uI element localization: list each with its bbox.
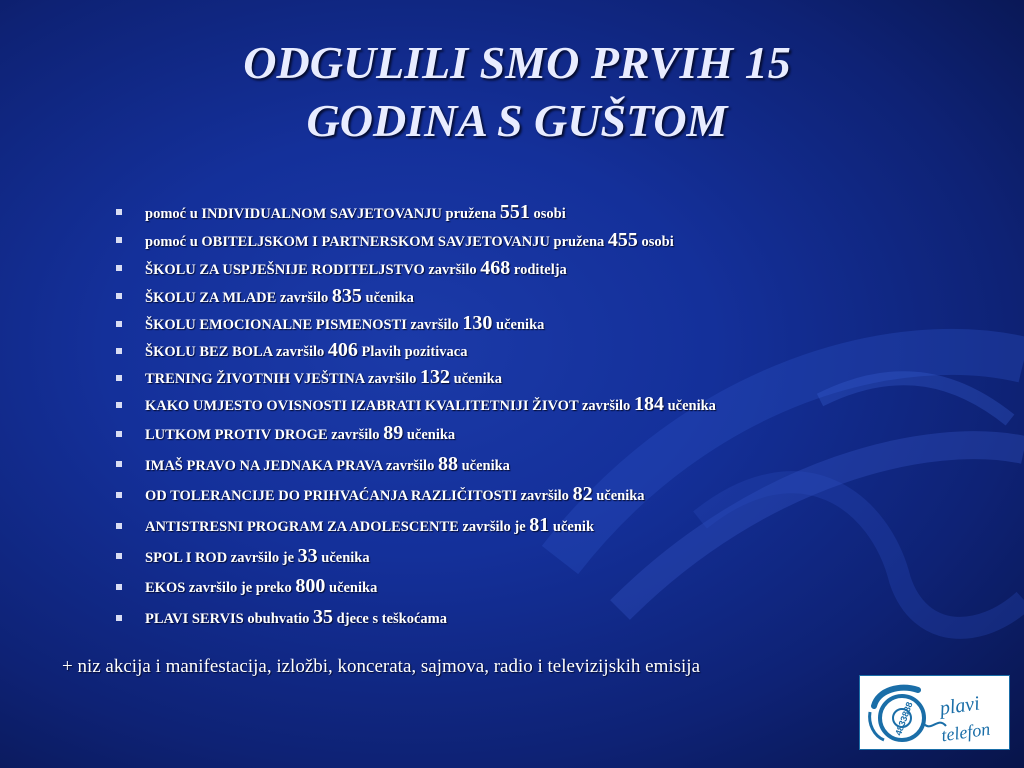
bullet-number: 81 (529, 514, 550, 536)
square-bullet-icon (116, 431, 122, 437)
bullet-number: 551 (499, 201, 530, 223)
bullet-item (116, 479, 936, 510)
bullet-text: PLAVI SERVIS obuhvatio (145, 611, 310, 627)
bullet-unit: učenika (406, 427, 456, 443)
bullet-item (116, 418, 936, 449)
bullet-unit: djece s teškoćama (336, 611, 448, 627)
bullet-number: 82 (572, 483, 593, 505)
square-bullet-icon (116, 553, 122, 559)
bullet-text: OD TOLERANCIJE DO PRIHVAĆANJA RAZLIČITOSTI završilo (145, 488, 569, 504)
square-bullet-icon (116, 321, 122, 327)
bullet-text: pomoć u INDIVIDUALNOM SAVJETOVANJU pružena (145, 206, 497, 222)
bullet-number: 35 (313, 606, 334, 628)
bullet-text: ANTISTRESNI PROGRAM ZA ADOLESCENTE završilo je (145, 519, 526, 535)
bullet-item (116, 541, 936, 571)
bullet-item (116, 602, 936, 633)
square-bullet-icon (116, 523, 122, 529)
bullet-item (116, 337, 936, 364)
bullet-number: 835 (331, 285, 362, 307)
bullet-text: TRENING ŽIVOTNIH VJEŠTINA završilo (145, 371, 417, 387)
bullet-number: 33 (297, 545, 318, 567)
plavi-telefon-logo (859, 675, 1010, 750)
bullet-item (116, 254, 936, 282)
bullet-number: 130 (462, 312, 493, 334)
bullet-text: LUTKOM PROTIV DROGE završilo (145, 427, 380, 443)
bullet-item (116, 510, 936, 541)
square-bullet-icon (116, 209, 122, 215)
logo-text-telefon: telefon (940, 718, 992, 746)
bullet-text: ŠKOLU BEZ BOLA završilo (145, 344, 325, 360)
bullet-unit: učenika (329, 580, 378, 596)
bullet-unit: učenika (461, 458, 510, 474)
square-bullet-icon (116, 402, 122, 408)
bullet-item (116, 282, 936, 310)
bullet-number: 468 (480, 257, 511, 279)
bullet-unit: učenika (596, 488, 645, 504)
slide-title (112, 34, 922, 150)
bullet-unit: učenika (496, 317, 545, 333)
bullet-number: 184 (633, 393, 664, 415)
bullet-item (116, 391, 936, 418)
bullet-text: ŠKOLU ZA USPJEŠNIJE RODITELJSTVO završilo (145, 262, 477, 278)
footer-note: + niz akcija i manifestacija, izložbi, koncerata, sajmova, radio i televizijskih emisija (62, 656, 701, 677)
bullet-number: 800 (295, 575, 326, 597)
bullet-text: pomoć u OBITELJSKOM I PARTNERSKOM SAVJETOVANJU pružena (145, 234, 605, 250)
bullet-item (116, 571, 936, 602)
square-bullet-icon (116, 492, 122, 498)
bullet-item (116, 226, 936, 254)
bullet-unit: učenik (552, 519, 595, 535)
bullet-unit: Plavih pozitivaca (361, 344, 468, 360)
title-line-2: GODINA S GUŠTOM (306, 95, 728, 146)
bullet-unit: učenika (365, 290, 414, 306)
bullet-item (116, 310, 936, 337)
square-bullet-icon (116, 293, 122, 299)
bullet-text: IMAŠ PRAVO NA JEDNAKA PRAVA završilo (145, 458, 435, 474)
bullet-unit: učenika (453, 371, 502, 387)
bullet-number: 406 (327, 339, 358, 361)
square-bullet-icon (116, 237, 122, 243)
bullet-unit: roditelja (513, 262, 567, 278)
bullet-item (116, 198, 936, 226)
bullet-text: KAKO UMJESTO OVISNOSTI IZABRATI KVALITETNIJI ŽIVOT završilo (145, 398, 631, 414)
bullet-number: 455 (607, 229, 638, 251)
bullet-text: EKOS završilo je preko (145, 580, 292, 596)
square-bullet-icon (116, 348, 122, 354)
bullet-unit: učenika (321, 550, 370, 566)
bullet-unit: osobi (533, 206, 566, 222)
square-bullet-icon (116, 375, 122, 381)
square-bullet-icon (116, 461, 122, 467)
bullet-text: SPOL I ROD završilo je (145, 550, 295, 566)
bullet-list (116, 198, 936, 633)
title-line-1: ODGULILI SMO PRVIH 15 (243, 37, 791, 88)
square-bullet-icon (116, 265, 122, 271)
bullet-number: 89 (383, 422, 404, 444)
bullet-unit: osobi (641, 234, 674, 250)
bullet-unit: učenika (667, 398, 716, 414)
square-bullet-icon (116, 615, 122, 621)
logo-dial-digits: 4833888 (893, 700, 915, 737)
logo-text-plavi: plavi (938, 692, 982, 720)
bullet-number: 88 (437, 453, 458, 475)
bullet-item (116, 449, 936, 479)
bullet-number: 132 (420, 366, 450, 388)
bullet-text: ŠKOLU EMOCIONALNE PISMENOSTI završilo (145, 317, 459, 333)
square-bullet-icon (116, 584, 122, 590)
bullet-text: ŠKOLU ZA MLADE završilo (145, 290, 329, 306)
bullet-item (116, 364, 936, 391)
